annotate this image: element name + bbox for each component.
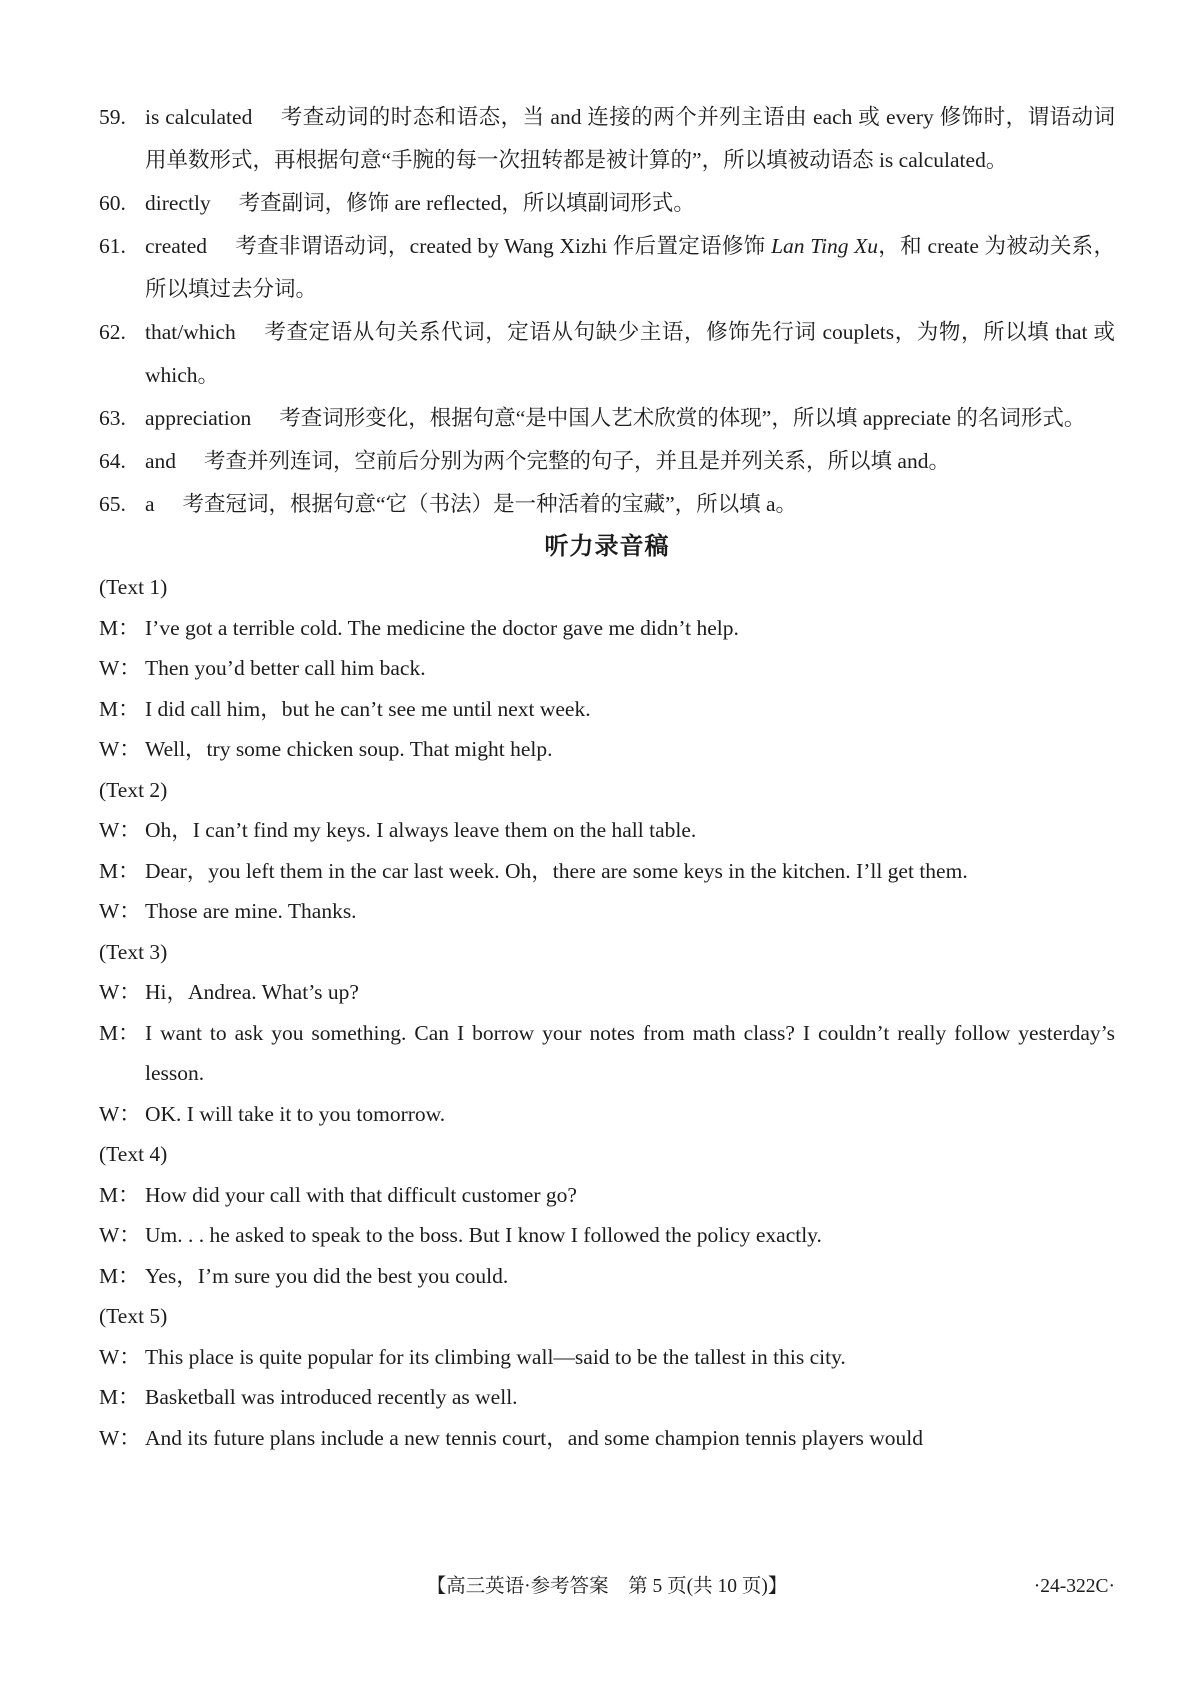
dialogue-line <box>99 729 1115 770</box>
item-number: 62. <box>99 320 126 344</box>
explanation-item <box>99 440 1115 483</box>
dialogue-line <box>99 972 1115 1013</box>
item-answer: and <box>145 449 177 473</box>
dialogue-text: Those are mine. Thanks. <box>145 899 357 923</box>
item-answer: created <box>145 234 208 258</box>
speaker-label: W： <box>99 1101 141 1126</box>
transcript-heading: 听力录音稿 <box>544 533 670 560</box>
dialogue-text: Well，try some chicken soup. That might help. <box>145 737 553 761</box>
speaker-label: M： <box>99 858 140 883</box>
dialogue-text: Um. . . he asked to speak to the boss. But I know I followed the policy exactly. <box>145 1223 822 1247</box>
item-explanation: 考查定语从句关系代词，定语从句缺少主语，修饰先行词 couplets，为物，所以填 that 或 which。 <box>145 320 1115 387</box>
speaker-label: W： <box>99 818 141 842</box>
speaker-label: M： <box>99 1263 140 1288</box>
item-number: 59. <box>99 105 126 129</box>
explanation-item <box>99 182 1115 225</box>
item-number: 64. <box>99 449 126 473</box>
speaker-label: W： <box>99 980 141 1004</box>
speaker-label: M： <box>99 615 140 640</box>
text-label: (Text 1) <box>99 575 168 599</box>
dialogue-line <box>99 648 1115 689</box>
transcript-section <box>99 567 1115 1458</box>
dialogue-line <box>99 1094 1115 1135</box>
dialogue-line <box>99 810 1115 851</box>
speaker-label: W： <box>99 1425 141 1450</box>
footer-page-info: 【高三英语·参考答案 第 5 页(共 10 页)】 <box>426 1576 788 1597</box>
speaker-label: W： <box>99 1344 141 1369</box>
dialogue-line <box>99 1418 1115 1459</box>
item-number: 65. <box>99 492 126 516</box>
dialogue-text: Yes，I’m sure you did the best you could. <box>145 1263 509 1288</box>
dialogue-line <box>99 608 1115 649</box>
dialogue-text: I did call him，but he can’t see me until next week. <box>145 696 591 721</box>
dialogue-line <box>99 689 1115 730</box>
dialogue-text: Then you’d better call him back. <box>145 656 426 680</box>
dialogue-text: Dear，you left them in the car last week. Oh，there are some keys in the kitchen. I’ll get them. <box>145 858 968 883</box>
speaker-label: M： <box>99 1020 140 1045</box>
speaker-label: W： <box>99 1223 141 1247</box>
explanation-item <box>99 397 1115 440</box>
text-label: (Text 3) <box>99 939 168 964</box>
dialogue-line <box>99 1337 1115 1378</box>
dialogue-line <box>99 1013 1115 1094</box>
dialogue-text: And its future plans include a new tennis court，and some champion tennis players would <box>145 1425 924 1450</box>
item-explanation: 考查词形变化，根据句意“是中国人艺术欣赏的体现”，所以填 appreciate 的名词形式。 <box>279 406 1086 430</box>
item-explanation: 考查非谓语动词，created by Wang Xizhi 作后置定语修饰 Lan Ting Xu，和 create 为被动关系，所以填过去分词。 <box>145 234 1115 301</box>
explanation-item <box>99 483 1115 526</box>
dialogue-text: Hi，Andrea. What’s up? <box>145 980 359 1004</box>
item-answer: appreciation <box>145 406 252 430</box>
speaker-label: M： <box>99 1385 140 1409</box>
dialogue-line <box>99 1175 1115 1216</box>
item-number: 61. <box>99 234 126 258</box>
text-label: (Text 5) <box>99 1304 168 1328</box>
dialogue-line <box>99 1256 1115 1297</box>
text-label: (Text 4) <box>99 1142 168 1166</box>
speaker-label: W： <box>99 899 141 923</box>
dialogue-text: Basketball was introduced recently as well. <box>145 1385 518 1409</box>
item-explanation: 考查冠词，根据句意“它（书法）是一种活着的宝藏”，所以填 a。 <box>182 492 798 516</box>
dialogue-text: I’ve got a terrible cold. The medicine the doctor gave me didn’t help. <box>145 615 739 640</box>
item-explanation: 考查动词的时态和语态，当 and 连接的两个并列主语由 each 或 every 修饰时，谓语动词用单数形式，再根据句意“手腕的每一次扭转都是被计算的”，所以填被动语态 is calculated。 <box>145 105 1116 172</box>
item-number: 60. <box>99 191 126 215</box>
speaker-label: W： <box>99 656 141 680</box>
dialogue-line <box>99 1215 1115 1256</box>
explanation-item <box>99 96 1115 182</box>
item-answer: is calculated <box>145 105 253 129</box>
dialogue-text: This place is quite popular for its climbing wall—said to be the tallest in this city. <box>145 1344 846 1369</box>
item-answer: a <box>145 492 155 516</box>
text-label: (Text 2) <box>99 777 168 802</box>
speaker-label: M： <box>99 696 140 721</box>
explanation-item <box>99 225 1115 311</box>
dialogue-line <box>99 1377 1115 1418</box>
dialogue-text: OK. I will take it to you tomorrow. <box>145 1101 446 1126</box>
item-explanation: 考查并列连词，空前后分别为两个完整的句子，并且是并列关系，所以填 and。 <box>204 449 950 473</box>
item-answer: directly <box>145 191 211 215</box>
dialogue-line <box>99 851 1115 892</box>
speaker-label: M： <box>99 1182 140 1207</box>
dialogue-text: Oh，I can’t find my keys. I always leave them on the hall table. <box>145 818 697 842</box>
dialogue-text: I want to ask you something. Can I borrow your notes from math class? I couldn’t really follow yesterday’s lesson. <box>145 1020 1115 1085</box>
item-explanation: 考查副词，修饰 are reflected，所以填副词形式。 <box>238 191 695 215</box>
dialogue-text: How did your call with that difficult customer go? <box>145 1182 577 1207</box>
explanations-section <box>99 96 1115 526</box>
item-number: 63. <box>99 406 126 430</box>
explanation-item <box>99 311 1115 397</box>
page-footer <box>99 1572 1115 1602</box>
speaker-label: W： <box>99 737 141 761</box>
item-answer: that/which <box>145 320 236 344</box>
footer-paper-code: ·24-322C· <box>1033 1576 1115 1597</box>
dialogue-line <box>99 891 1115 932</box>
